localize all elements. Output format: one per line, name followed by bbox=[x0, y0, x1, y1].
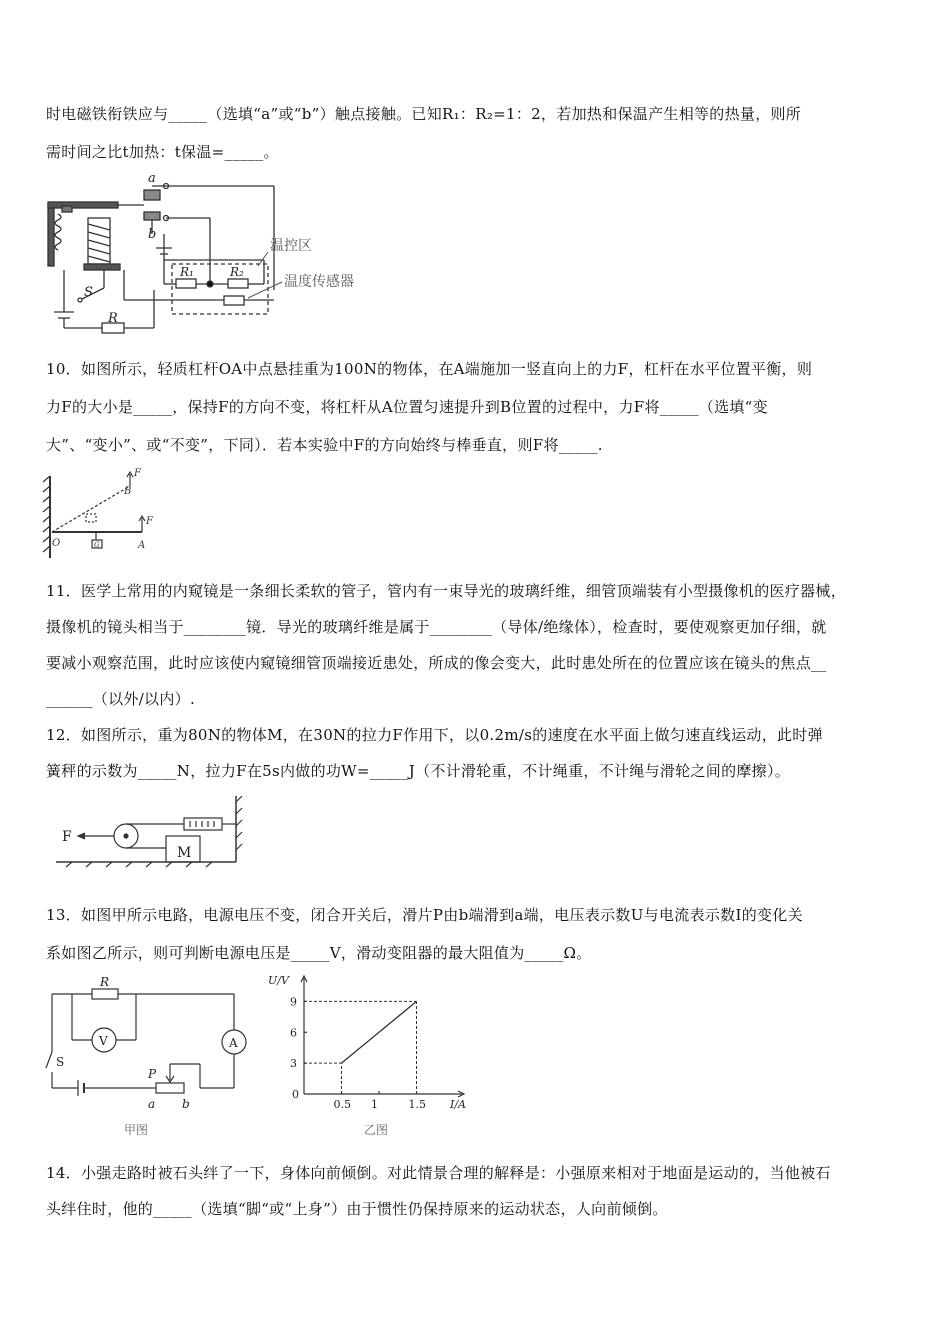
label-f: F bbox=[62, 829, 72, 845]
q11-text-line-3: 要减小观察范围，此时应该使内窥镜细管顶端接近患处，所成的像会变大，此时患处所在的位置应该在镜头的焦点__ bbox=[46, 654, 827, 672]
label-b: b bbox=[148, 227, 157, 242]
label-r: R bbox=[100, 975, 110, 989]
label-m: M bbox=[177, 845, 192, 861]
circuit-caption: 甲图 bbox=[124, 1123, 149, 1137]
spring bbox=[55, 214, 61, 250]
q11-text-line-4: ______（以外/以内）. bbox=[46, 690, 196, 708]
origin-label: 0 bbox=[292, 1088, 299, 1101]
resistor-r bbox=[92, 989, 118, 999]
label-r: R bbox=[108, 311, 118, 326]
lever-raised bbox=[52, 486, 130, 532]
resistor-r2 bbox=[228, 279, 248, 288]
rheostat bbox=[156, 1083, 184, 1093]
y-tick-label: 3 bbox=[290, 1057, 297, 1071]
temperature-sensor bbox=[224, 296, 244, 305]
label-s: S bbox=[56, 1055, 65, 1069]
u-i-graph bbox=[268, 974, 468, 1140]
label-p: P bbox=[148, 1067, 157, 1081]
q11-text-line-1: 11．医学上常用的内窥镜是一条细长柔软的管子，管内有一束导光的玻璃纤维，细管顶端装有小型摄像机的医疗器械， bbox=[46, 582, 846, 600]
label-b-end: b bbox=[182, 1097, 190, 1111]
q13-text-line-2: 系如图乙所示，则可判断电源电压是_____V，滑动变阻器的最大阻值为_____Ω。 bbox=[46, 944, 592, 962]
label-f-top: F bbox=[134, 468, 141, 479]
label-g: G bbox=[94, 541, 100, 549]
contact-a bbox=[144, 190, 160, 200]
resistor-r1 bbox=[176, 279, 196, 288]
y-tick-label: 9 bbox=[290, 995, 297, 1009]
label-a-meter: A bbox=[229, 1036, 238, 1050]
x-axis-label: I/A bbox=[450, 1098, 466, 1111]
q13-text-line-1: 13．如图甲所示电路，电源电压不变，闭合开关后，滑片P由b端滑到a端，电压表示数U与电流表示数I的变化关 bbox=[46, 906, 803, 924]
label-b: B bbox=[124, 486, 132, 497]
label-temperature-sensor: 温度传感器 bbox=[284, 274, 354, 290]
q9-text-line-2: 需时间之比t加热：t保温=_____。 bbox=[46, 143, 279, 161]
x-tick-label: 1.5 bbox=[408, 1098, 426, 1111]
q11-text-line-2: 摄像机的镜头相当于________镜．导光的玻璃纤维是属于________（导体/绝缘体），检查时，要使观察更加仔细，就 bbox=[46, 618, 827, 636]
switch-s bbox=[46, 1052, 52, 1068]
q12-text-line-2: 簧秤的示数为_____N，拉力F在5s内做的功W=_____J（不计滑轮重，不计绳重，不计绳与滑轮之间的摩擦）。 bbox=[46, 762, 791, 780]
graph-caption: 乙图 bbox=[364, 1123, 389, 1137]
pulley-figure bbox=[56, 796, 256, 868]
label-a-end: a bbox=[148, 1097, 156, 1111]
x-tick-label: 1 bbox=[371, 1098, 378, 1111]
label-r2: R₂ bbox=[230, 265, 244, 279]
q14-text-line-1: 14．小强走路时被石头绊了一下，身体向前倾倒。对此情景合理的解释是：小强原来相对于地面是运动的，当他被石 bbox=[46, 1164, 831, 1182]
q9-text-line-1: 时电磁铁衔铁应与_____（选填“a”或“b”）触点接触。已知R₁：R₂=1：2，若加热和保温产生相等的热量，则所 bbox=[46, 105, 802, 123]
label-v: V bbox=[99, 1034, 108, 1048]
lever-figure bbox=[40, 466, 170, 562]
label-a: A bbox=[138, 540, 146, 551]
label-s: S bbox=[84, 285, 93, 300]
label-a: a bbox=[148, 171, 156, 186]
circuit-figure bbox=[44, 974, 254, 1140]
q10-text-line-2: 力F的大小是_____，保持F的方向不变，将杠杆从A位置匀速提升到B位置的过程中，力F将_____（选填“变 bbox=[46, 398, 768, 416]
q12-text-line-1: 12．如图所示，重为80N的物体M，在30N的拉力F作用下，以0.2m/s的速度在水平面上做匀速直线运动，此时弹 bbox=[46, 726, 823, 744]
relay-frame bbox=[48, 204, 54, 266]
label-f-right: F bbox=[146, 516, 153, 527]
q14-text-line-2: 头绊住时，他的_____（选填“脚“或“上身”）由于惯性仍保持原来的运动状态，人向前倾倒。 bbox=[46, 1200, 668, 1218]
y-tick-label: 6 bbox=[290, 1026, 297, 1040]
series-line bbox=[342, 1001, 417, 1063]
armature bbox=[48, 202, 118, 208]
q10-text-line-1: 10．如图所示，轻质杠杆OA中点悬挂重为100N的物体，在A端施加一竖直向上的力F，杠杆在水平位置平衡，则 bbox=[46, 360, 813, 378]
y-axis-label: U/V bbox=[268, 974, 289, 987]
label-r1: R₁ bbox=[180, 265, 194, 279]
relay-circuit-figure bbox=[44, 170, 374, 338]
x-tick-label: 0.5 bbox=[333, 1098, 351, 1111]
q10-text-line-3: 大”、“变小”、或“不变”，下同）．若本实验中F的方向始终与棒垂直，则F将_____. bbox=[46, 436, 603, 454]
label-o: O bbox=[52, 538, 61, 549]
label-temperature-zone: 温控区 bbox=[270, 238, 312, 254]
contact-b bbox=[144, 212, 160, 220]
